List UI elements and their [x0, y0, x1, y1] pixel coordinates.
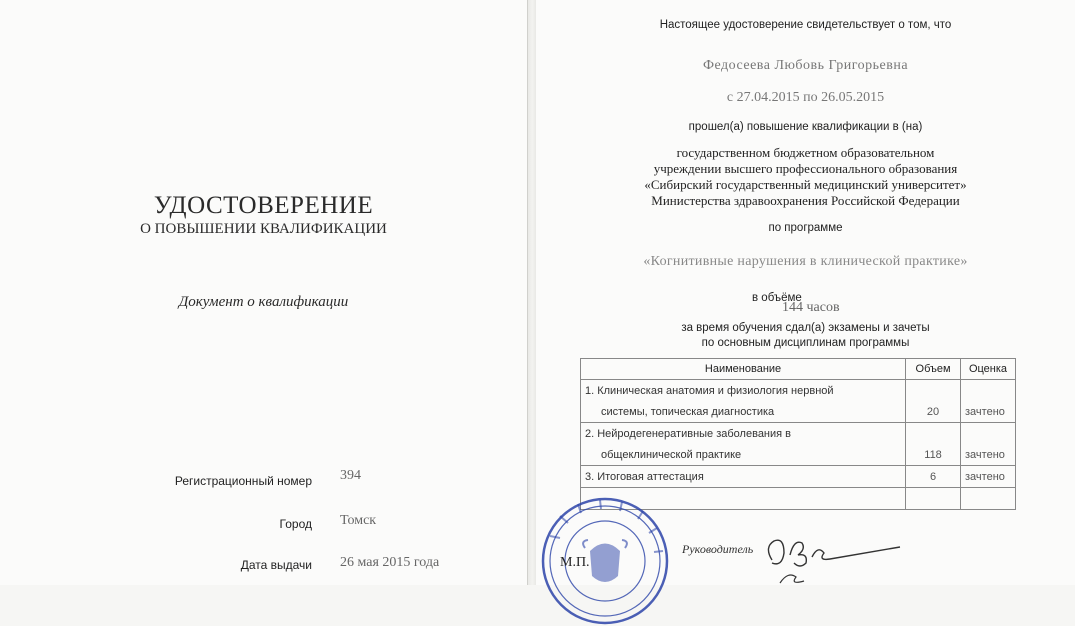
table-row	[581, 444, 1016, 466]
exams-line-1: за время обучения сдал(а) экзамены и зачеты	[681, 322, 930, 334]
table-row	[581, 401, 1016, 423]
completed-text: прошел(а) повышение квалификации в (на)	[688, 121, 923, 133]
disciplines-table	[580, 358, 1016, 510]
volume-label: в объёме	[752, 292, 802, 304]
training-period: с 27.04.2015 по 26.05.2015	[726, 90, 885, 105]
discipline-grade: зачтено	[961, 401, 1016, 423]
exams-line-2: по основным дисциплинам программы	[701, 337, 910, 349]
table-row	[581, 423, 1016, 445]
discipline-name-cont: общеклинической практике	[581, 444, 906, 466]
institution-line-3: «Сибирский государственный медицинский университет»	[644, 177, 967, 192]
left-page	[0, 0, 527, 585]
discipline-name: 2. Нейродегенеративные заболевания в	[581, 423, 906, 445]
discipline-volume: 118	[906, 444, 961, 466]
city-value: Томск	[340, 513, 377, 528]
discipline-name: 1. Клиническая анатомия и физиология нервной	[581, 380, 906, 402]
signature-label: Руководитель	[682, 542, 754, 556]
stamp-mark: М.П.	[560, 555, 590, 570]
header-volume: Объем	[906, 359, 961, 380]
registration-number-label: Регистрационный номер	[174, 474, 312, 488]
volume-value: 144 часов	[782, 300, 840, 315]
institution-line-1: государственном бюджетном образовательном	[676, 145, 935, 160]
issue-date-value: 26 мая 2015 года	[340, 555, 440, 570]
discipline-grade: зачтено	[961, 466, 1016, 488]
institution-line-4: Министерства здравоохранения Российской Федерации	[651, 193, 960, 208]
discipline-name: 3. Итоговая аттестация	[581, 466, 906, 488]
header-name: Наименование	[581, 359, 906, 380]
certificate-title: УДОСТОВЕРЕНИЕ	[153, 192, 374, 219]
table-header-row	[581, 359, 1016, 380]
discipline-volume: 6	[906, 466, 961, 488]
registration-number-value: 394	[340, 468, 361, 483]
discipline-volume: 20	[906, 401, 961, 423]
discipline-grade: зачтено	[961, 444, 1016, 466]
intro-text: Настоящее удостоверение свидетельствует о том, что	[659, 19, 952, 31]
program-label: по программе	[768, 222, 843, 234]
holder-name: Федосеева Любовь Григорьевна	[702, 58, 909, 73]
signature-icon	[760, 525, 910, 585]
document-type: Документ о квалификации	[178, 294, 349, 310]
institution-line-2: учреждении высшего профессионального образования	[653, 161, 958, 176]
certificate-subtitle: О ПОВЫШЕНИИ КВАЛИФИКАЦИИ	[140, 221, 387, 237]
table-row	[581, 466, 1016, 488]
header-grade: Оценка	[961, 359, 1016, 380]
table-row	[581, 380, 1016, 402]
discipline-name-cont: системы, топическая диагностика	[581, 401, 906, 423]
city-label: Город	[279, 517, 312, 531]
issue-date-label: Дата выдачи	[240, 558, 312, 572]
program-name: «Когнитивные нарушения в клинической практике»	[643, 254, 968, 269]
